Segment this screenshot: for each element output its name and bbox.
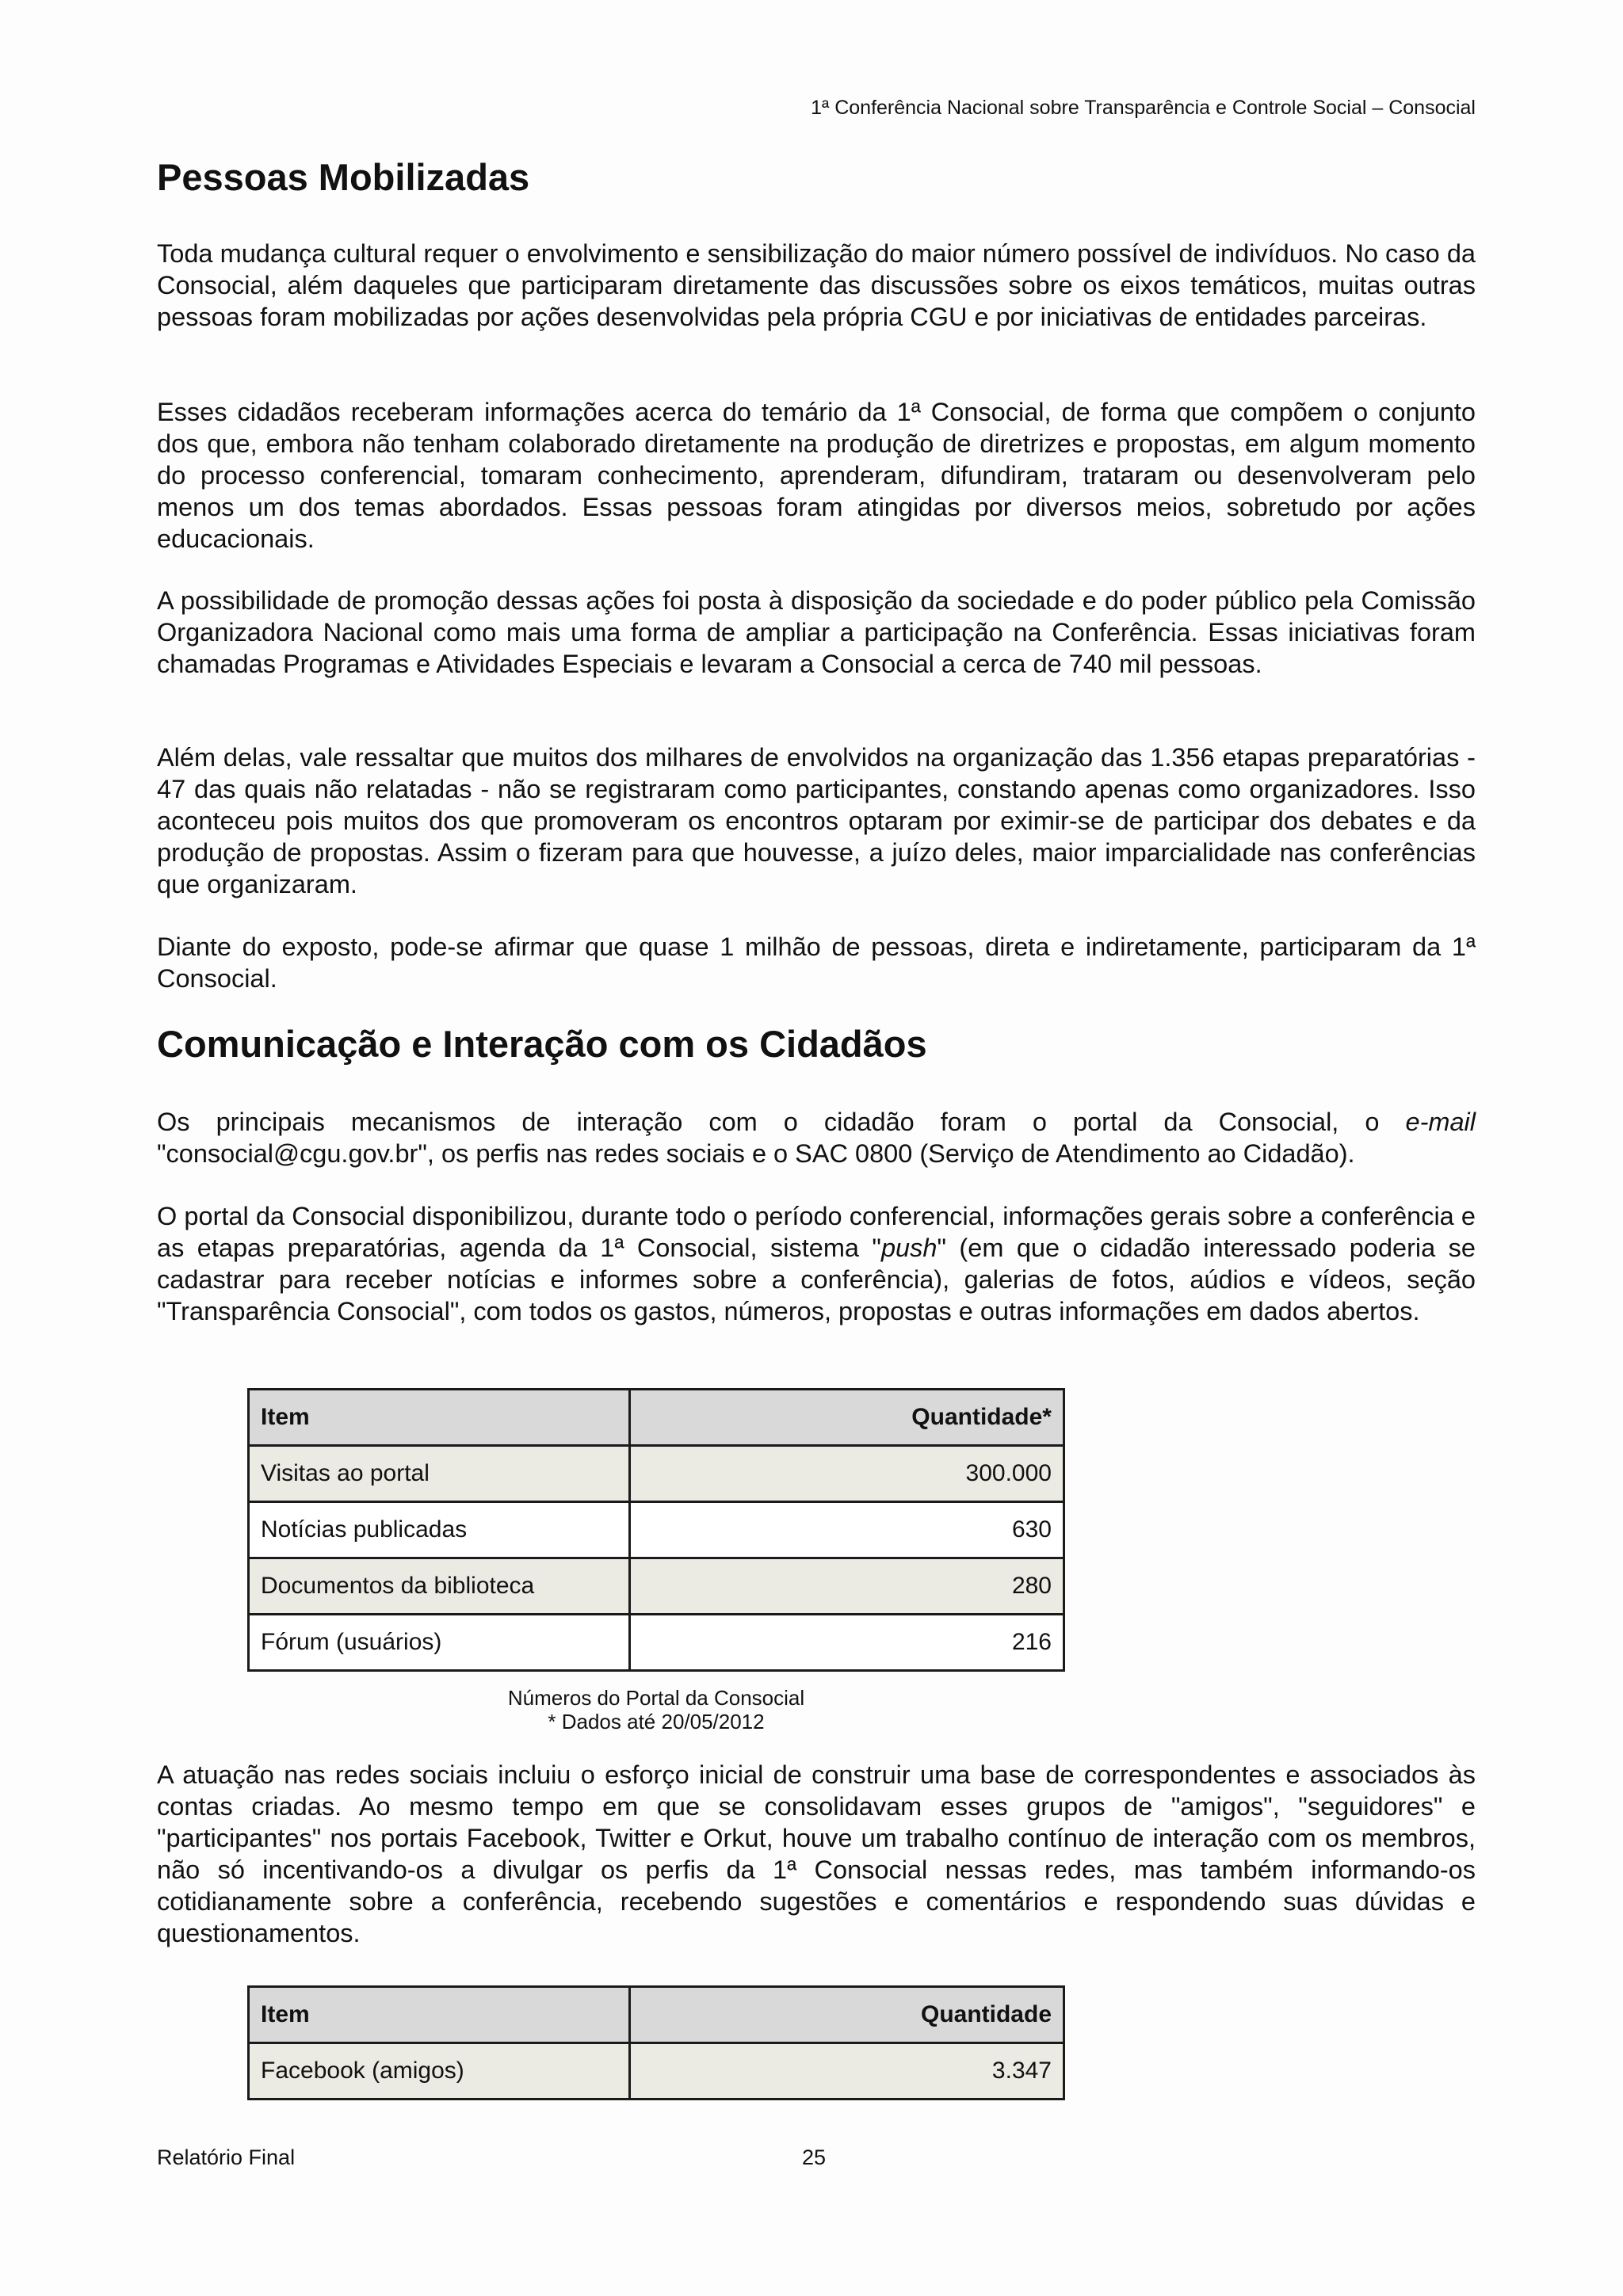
paragraph: Os principais mecanismos de interação com o cidadão foram o portal da Consocial, o e-mail "consocial@cgu.gov.br", os perfis nas redes sociais e o SAC 0800 (Serviço de Atendimento ao Cidadão). — [157, 1108, 1476, 1168]
table-cell-quantity: 630 — [630, 1502, 1064, 1558]
table-cell-item: Facebook (amigos) — [249, 2043, 630, 2100]
column-header-item: Item — [249, 1390, 630, 1446]
caption-note: * Dados até 20/05/2012 — [548, 1710, 765, 1733]
page-number: 25 — [802, 2145, 827, 2169]
section-title-comunicacao: Comunicação e Interação com os Cidadãos — [157, 1023, 927, 1065]
table-caption — [247, 1686, 1065, 1733]
paragraph: Além delas, vale ressaltar que muitos dos milhares de envolvidos na organização das 1.356 etapas preparatórias - 47 das quais não relatadas - não se registraram como participantes, constando apenas como organizadores. Isso aconteceu pois muitos dos que promoveram os encontros optaram por eximir-se de participar dos debates e da produção de propostas. Assim o fizeram para que houvesse, a juízo deles, maior imparcialidade nas conferências que organizaram. — [157, 743, 1476, 898]
table-header-row — [249, 1390, 1064, 1446]
paragraph: O portal da Consocial disponibilizou, durante todo o período conferencial, informações gerais sobre a conferência e as etapas preparatórias, agenda da 1ª Consocial, sistema "push" (em que o cidadão interessado poderia se cadastrar para receber notícias e informes sobre a conferência), galerias de fotos, aúdios e vídeos, seção "Transparência Consocial", com todos os gastos, números, propostas e outras informações em dados abertos. — [157, 1202, 1476, 1325]
column-header-item: Item — [249, 1987, 630, 2043]
paragraph: A atuação nas redes sociais incluiu o esforço inicial de construir uma base de correspondentes e associados às contas criadas. Ao mesmo tempo em que se consolidavam esses grupos de "amigos", "seguidores" e "participantes" nos portais Facebook, Twitter e Orkut, houve um trabalho contínuo de interação com os membros, não só incentivando-os a divulgar os perfis da 1ª Consocial nessas redes, mas também informando-os cotidianamente sobre a conferência, recebendo sugestões e comentários e respondendo suas dúvidas e questionamentos. — [157, 1760, 1476, 1947]
email-term: e-mail — [1405, 1108, 1476, 1136]
table-cell-quantity: 3.347 — [630, 2043, 1064, 2100]
table-cell-quantity: 280 — [630, 1558, 1064, 1615]
table-cell-item: Notícias publicadas — [249, 1502, 630, 1558]
paragraph: A possibilidade de promoção dessas ações foi posta à disposição da sociedade e do poder público pela Comissão Organizadora Nacional como mais uma forma de ampliar a participação na Conferência. Essas iniciativas foram chamadas Programas e Atividades Especiais e levaram a Consocial a cerca de 740 mil pessoas. — [157, 586, 1476, 678]
column-header-quantity: Quantidade — [630, 1987, 1064, 2043]
column-header-quantity: Quantidade* — [630, 1390, 1064, 1446]
paragraph: Toda mudança cultural requer o envolvimento e sensibilização do maior número possível de indivíduos. No caso da Consocial, além daqueles que participaram diretamente das discussões sobre os eixos temáticos, muitas outras pessoas foram mobilizadas por ações desenvolvidas pela própria CGU e por iniciativas de entidades parceiras. — [157, 239, 1476, 331]
section-title-pessoas-mobilizadas: Pessoas Mobilizadas — [157, 156, 530, 198]
table-row — [249, 2043, 1064, 2100]
push-term: push — [880, 1234, 938, 1262]
table-row — [249, 1502, 1064, 1558]
table-cell-item: Fórum (usuários) — [249, 1615, 630, 1671]
footer-document-title: Relatório Final — [157, 2145, 296, 2169]
table-cell-quantity: 216 — [630, 1615, 1064, 1671]
social-networks-table — [247, 1985, 1065, 2100]
table-row — [249, 1558, 1064, 1615]
paragraph: Diante do exposto, pode-se afirmar que quase 1 milhão de pessoas, direta e indiretamente, participaram da 1ª Consocial. — [157, 933, 1476, 993]
table-row — [249, 1615, 1064, 1671]
portal-numbers-table — [247, 1388, 1065, 1672]
caption-title: Números do Portal da Consocial — [507, 1686, 805, 1710]
table-cell-quantity: 300.000 — [630, 1446, 1064, 1502]
table-header-row — [249, 1987, 1064, 2043]
table-cell-item: Documentos da biblioteca — [249, 1558, 630, 1615]
paragraph: Esses cidadãos receberam informações acerca do temário da 1ª Consocial, de forma que compõem o conjunto dos que, embora não tenham colaborado diretamente na produção de diretrizes e propostas, em algum momento do processo conferencial, tomaram conhecimento, aprenderam, difundiram, trataram ou desenvolveram pelo menos um dos temas abordados. Essas pessoas foram atingidas por diversos meios, sobretudo por ações educacionais. — [157, 398, 1476, 553]
running-header: 1ª Conferência Nacional sobre Transparência e Controle Social – Consocial — [811, 97, 1476, 119]
table-row — [249, 1446, 1064, 1502]
table-cell-item: Visitas ao portal — [249, 1446, 630, 1502]
